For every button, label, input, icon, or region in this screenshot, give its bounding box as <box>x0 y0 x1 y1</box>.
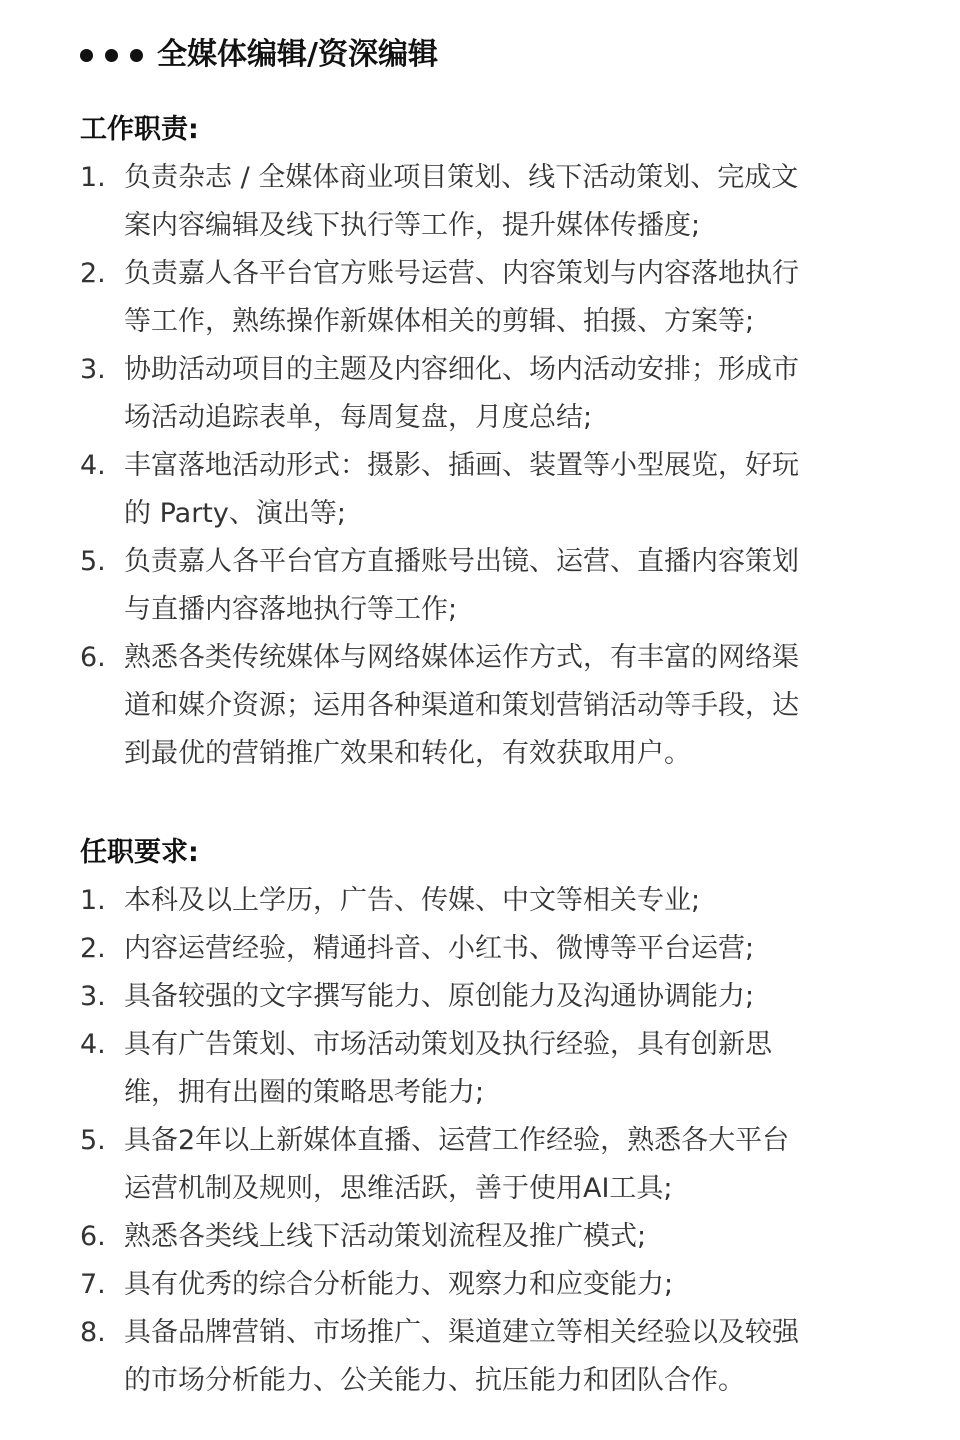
list-item <box>80 1261 900 1309</box>
list-item <box>80 538 900 634</box>
list-number: 6. <box>80 642 106 673</box>
list-text <box>124 1261 900 1309</box>
list-number: 3. <box>80 981 106 1012</box>
list-item <box>80 634 900 778</box>
list-number: 5. <box>80 546 106 577</box>
section-heading: 工作职责: <box>80 114 199 145</box>
text-line: 到最优的营销推广效果和转化，有效获取用户。 <box>124 738 691 769</box>
text-line: 维，拥有出圈的策略思考能力; <box>124 1077 485 1108</box>
list-item <box>80 346 900 442</box>
list-item <box>80 925 900 973</box>
text-line: 等工作，熟练操作新媒体相关的剪辑、拍摄、方案等; <box>124 306 755 337</box>
list-text <box>124 1021 900 1117</box>
job-title <box>80 32 438 78</box>
list-item <box>80 973 900 1021</box>
list-number: 6. <box>80 1221 106 1252</box>
list-item <box>80 877 900 925</box>
list-item <box>80 442 900 538</box>
list-text <box>124 877 900 925</box>
text-line: 道和媒介资源；运用各种渠道和策划营销活动等手段，达 <box>124 690 799 721</box>
text-line: 内容运营经验，精通抖音、小红书、微博等平台运营; <box>124 933 755 964</box>
text-line: 与直播内容落地执行等工作; <box>124 594 458 625</box>
list-number: 8. <box>80 1317 106 1348</box>
list-text <box>124 973 900 1021</box>
list-text <box>124 538 900 634</box>
text-line: 具备较强的文字撰写能力、原创能力及沟通协调能力; <box>124 981 755 1012</box>
text-line: 具备品牌营销、市场推广、渠道建立等相关经验以及较强 <box>124 1317 799 1348</box>
list-text <box>124 1117 900 1213</box>
dots-icon <box>80 49 143 62</box>
list-item <box>80 250 900 346</box>
text-line: 负责嘉人各平台官方直播账号出镜、运营、直播内容策划 <box>124 546 799 577</box>
list-text <box>124 250 900 346</box>
list-number: 3. <box>80 354 106 385</box>
job-title-text: 全媒体编辑/资深编辑 <box>157 37 438 72</box>
text-line: 运营机制及规则，思维活跃，善于使用AI工具; <box>124 1173 673 1204</box>
list-item <box>80 1213 900 1261</box>
list-number: 2. <box>80 258 106 289</box>
text-line: 负责杂志 / 全媒体商业项目策划、线下活动策划、完成文 <box>124 162 799 193</box>
list-item <box>80 154 900 250</box>
section-requirements <box>80 829 900 1405</box>
text-line: 具备2年以上新媒体直播、运营工作经验，熟悉各大平台 <box>124 1125 790 1156</box>
text-line: 协助活动项目的主题及内容细化、场内活动安排；形成市 <box>124 354 799 385</box>
list-number: 2. <box>80 933 106 964</box>
text-line: 的 Party、演出等; <box>124 498 346 529</box>
text-line: 丰富落地活动形式：摄影、插画、装置等小型展览，好玩 <box>124 450 799 481</box>
text-line: 熟悉各类传统媒体与网络媒体运作方式，有丰富的网络渠 <box>124 642 799 673</box>
text-line: 负责嘉人各平台官方账号运营、内容策划与内容落地执行 <box>124 258 799 289</box>
section-heading: 任职要求: <box>80 837 199 868</box>
list-text <box>124 634 900 778</box>
list-text <box>124 442 900 538</box>
text-line: 场活动追踪表单，每周复盘，月度总结; <box>124 402 593 433</box>
list-text <box>124 346 900 442</box>
list-item <box>80 1117 900 1213</box>
list-number: 4. <box>80 1029 106 1060</box>
text-line: 本科及以上学历，广告、传媒、中文等相关专业; <box>124 885 701 916</box>
list-number: 1. <box>80 885 106 916</box>
text-line: 案内容编辑及线下执行等工作，提升媒体传播度; <box>124 210 701 241</box>
list-text <box>124 1213 900 1261</box>
list-text <box>124 154 900 250</box>
list-number: 1. <box>80 162 106 193</box>
list-number: 5. <box>80 1125 106 1156</box>
list-text <box>124 1309 900 1405</box>
section-responsibilities <box>80 106 900 778</box>
list-number: 4. <box>80 450 106 481</box>
text-line: 具有优秀的综合分析能力、观察力和应变能力; <box>124 1269 674 1300</box>
text-line: 熟悉各类线上线下活动策划流程及推广模式; <box>124 1221 647 1252</box>
list-text <box>124 925 900 973</box>
list-item <box>80 1021 900 1117</box>
text-line: 具有广告策划、市场活动策划及执行经验，具有创新思 <box>124 1029 772 1060</box>
list-number: 7. <box>80 1269 106 1300</box>
text-line: 的市场分析能力、公关能力、抗压能力和团队合作。 <box>124 1365 745 1396</box>
list-item <box>80 1309 900 1405</box>
